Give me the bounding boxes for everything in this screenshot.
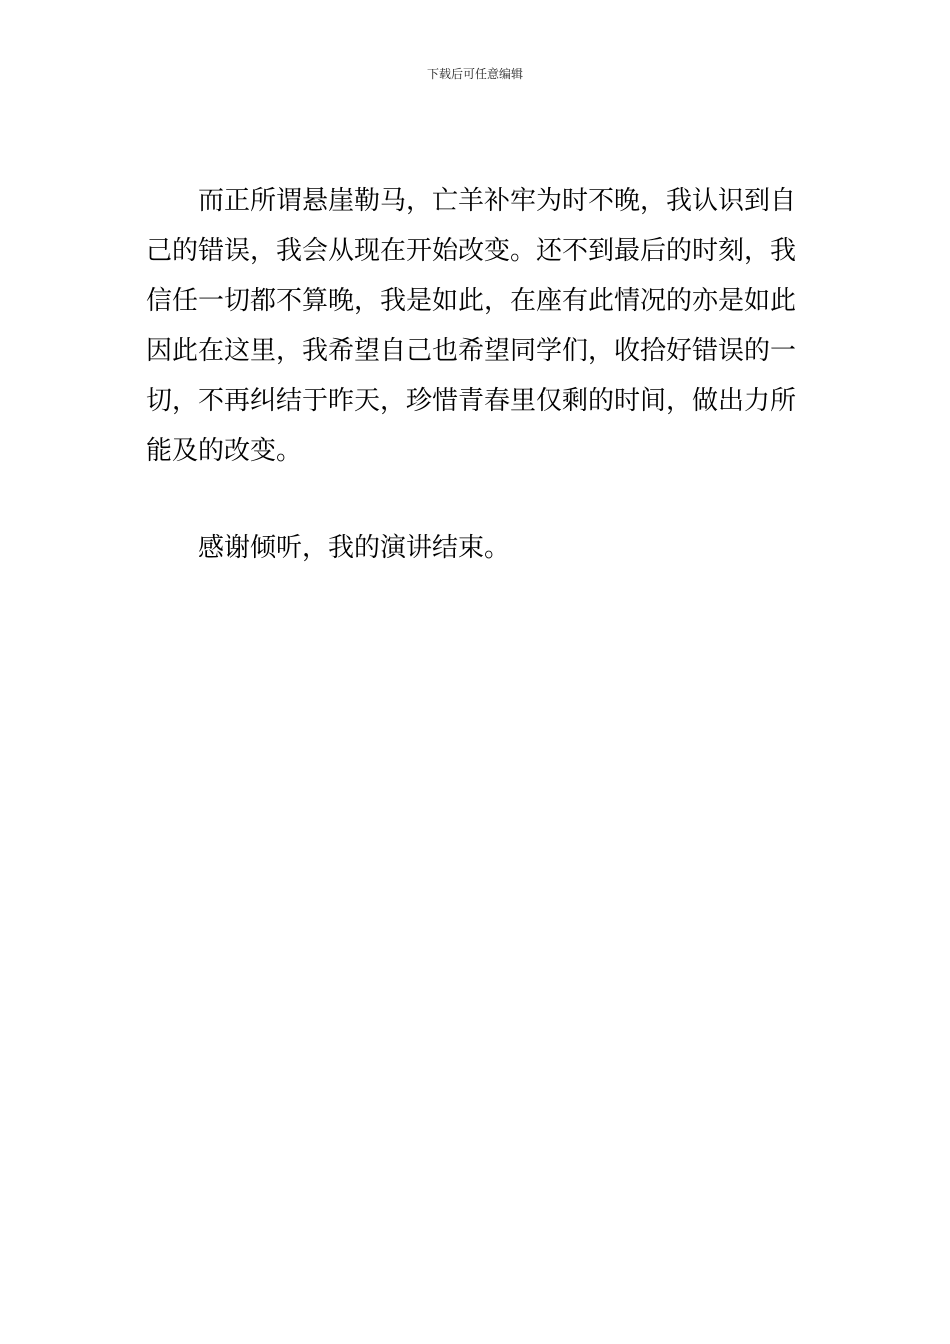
text-line: 切，不再纠结于昨天，珍惜青春里仅剩的时间，做出力所 xyxy=(146,386,797,416)
paragraph-main xyxy=(146,176,812,476)
text-line: 而正所谓悬崖勒马，亡羊补牢为时不晚，我认识到自 xyxy=(198,186,797,216)
text-line: 感谢倾听，我的演讲结束。 xyxy=(198,533,511,563)
paragraph-gap xyxy=(146,476,812,523)
text-line: 己的错误，我会从现在开始改变。还不到最后的时刻，我 xyxy=(146,236,797,266)
text-line: 因此在这里，我希望自己也希望同学们，收拾好错误的一 xyxy=(146,336,797,366)
paragraph-closing xyxy=(146,523,812,573)
page-header: 下载后可任意编辑 xyxy=(426,67,523,81)
document-body xyxy=(146,176,812,573)
text-line: 能及的改变。 xyxy=(146,436,303,466)
text-line: 信任一切都不算晚，我是如此，在座有此情况的亦是如此 xyxy=(146,286,797,316)
